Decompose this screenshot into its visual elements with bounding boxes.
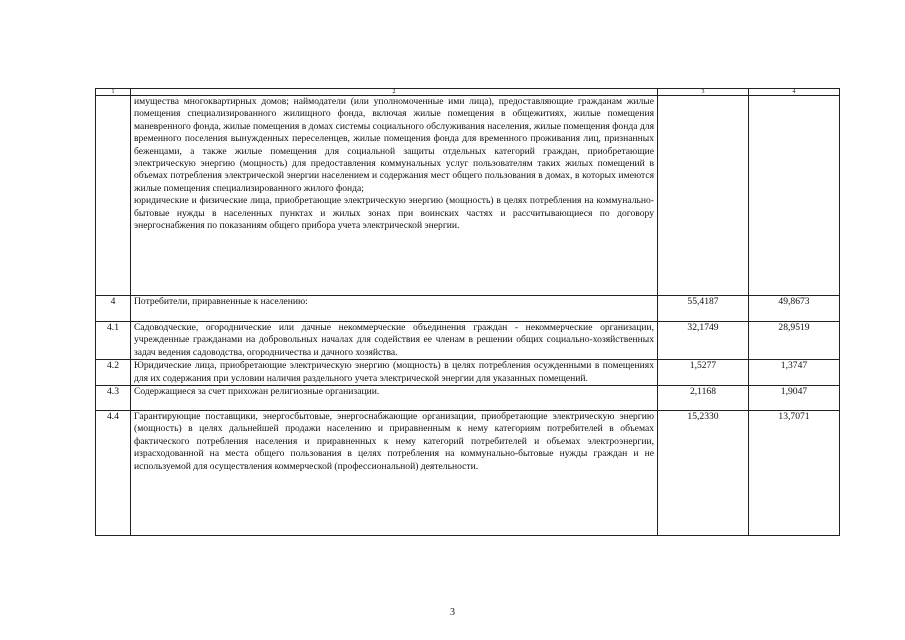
row-value-2: 49,8673 xyxy=(749,296,840,322)
row-description: Содержащиеся за счет прихожан религиозные организации. xyxy=(131,386,658,411)
row-description: Потребители, приравненные к населению: xyxy=(131,296,658,322)
row-description: Юридические лица, приобретающие электрическую энергию (мощность) в целях потребления осужденными в помещениях для их содержания при условии наличия раздельного учета электрической энергии для указанных помещений. xyxy=(131,360,658,386)
row-value-1: 2,1168 xyxy=(658,386,749,411)
row-value-1: 32,1749 xyxy=(658,322,749,360)
table-row xyxy=(96,360,840,386)
table-row xyxy=(96,322,840,360)
row-number: 4 xyxy=(96,296,131,322)
table-row xyxy=(96,411,840,536)
table-header-row xyxy=(96,89,840,96)
page-number: 3 xyxy=(450,607,455,618)
row-value-2 xyxy=(749,96,840,296)
row-number xyxy=(96,96,131,296)
row-number: 4.4 xyxy=(96,411,131,536)
row-value-2: 1,3747 xyxy=(749,360,840,386)
row-description: Садоводческие, огороднические или дачные некоммерческие объединения граждан - некоммерческие организации, учрежденные гражданами на добровольных началах для содействия ее членам в решении общих социально-хозяйственных задач ведения садоводства, огородничества и дачного хозяйства. xyxy=(131,322,658,360)
row-number: 4.3 xyxy=(96,386,131,411)
header-col-1: 1 xyxy=(96,89,131,96)
row-value-1: 15,2330 xyxy=(658,411,749,536)
header-col-4: 4 xyxy=(749,89,840,96)
row-value-1 xyxy=(658,96,749,296)
row-description xyxy=(131,96,658,296)
row-value-1: 1,5277 xyxy=(658,360,749,386)
row-number: 4.1 xyxy=(96,322,131,360)
row-value-2: 28,9519 xyxy=(749,322,840,360)
row-number: 4.2 xyxy=(96,360,131,386)
row-value-2: 1,9047 xyxy=(749,386,840,411)
row-value-2: 13,7071 xyxy=(749,411,840,536)
continuation-paragraph-2: юридические и физические лица, приобретающие электрическую энергию (мощность) в целях потребления на коммунально-бытовые нужды в населенных пунктах и жилых зонах при воинских частях и рассчитывающиеся по договору энергоснабжения по показаниям общего прибора учета электрической энергии. xyxy=(134,195,654,232)
row-value-1: 55,4187 xyxy=(658,296,749,322)
table-row xyxy=(96,386,840,411)
continuation-paragraph-1: имущества многоквартирных домов; наймодатели (или уполномоченные ими лица), предоставляющие гражданам жилые помещения специализированного жилищного фонда, включая жилые помещения в общежитиях, жилые помещения маневренного фонда, жилые помещения в домах системы социального обслуживания населения, жилые помещения фонда для временного поселения вынужденных переселенцев, жилые помещения фонда для временного проживания лиц, признанных беженцами, а также жилые помещения для социальной защиты отдельных категорий граждан, приобретающие электрическую энергию (мощность) для предоставления коммунальных услуг пользователям таких жилых помещений в объемах потребления электрической энергии населением и содержания мест общего пользования в домах, в которых имеются жилые помещения специализированного жилого фонда; xyxy=(134,96,654,194)
header-col-3: 3 xyxy=(658,89,749,96)
tariff-table xyxy=(95,88,840,536)
row-description: Гарантирующие поставщики, энергосбытовые, энергоснабжающие организации, приобретающие электрическую энергию (мощность) в целях дальнейшей продажи населению и приравненным к нему категориям потребителей в объемах фактического потребления населения и приравненных к нему категорий потребителей и объемах электроэнергии, израсходованной на места общего пользования в целях потребления на коммунально-бытовые нужды граждан и не используемой для осуществления коммерческой (профессиональной) деятельности. xyxy=(131,411,658,536)
header-col-2: 2 xyxy=(131,89,658,96)
table-row xyxy=(96,296,840,322)
table-row-continuation xyxy=(96,96,840,296)
